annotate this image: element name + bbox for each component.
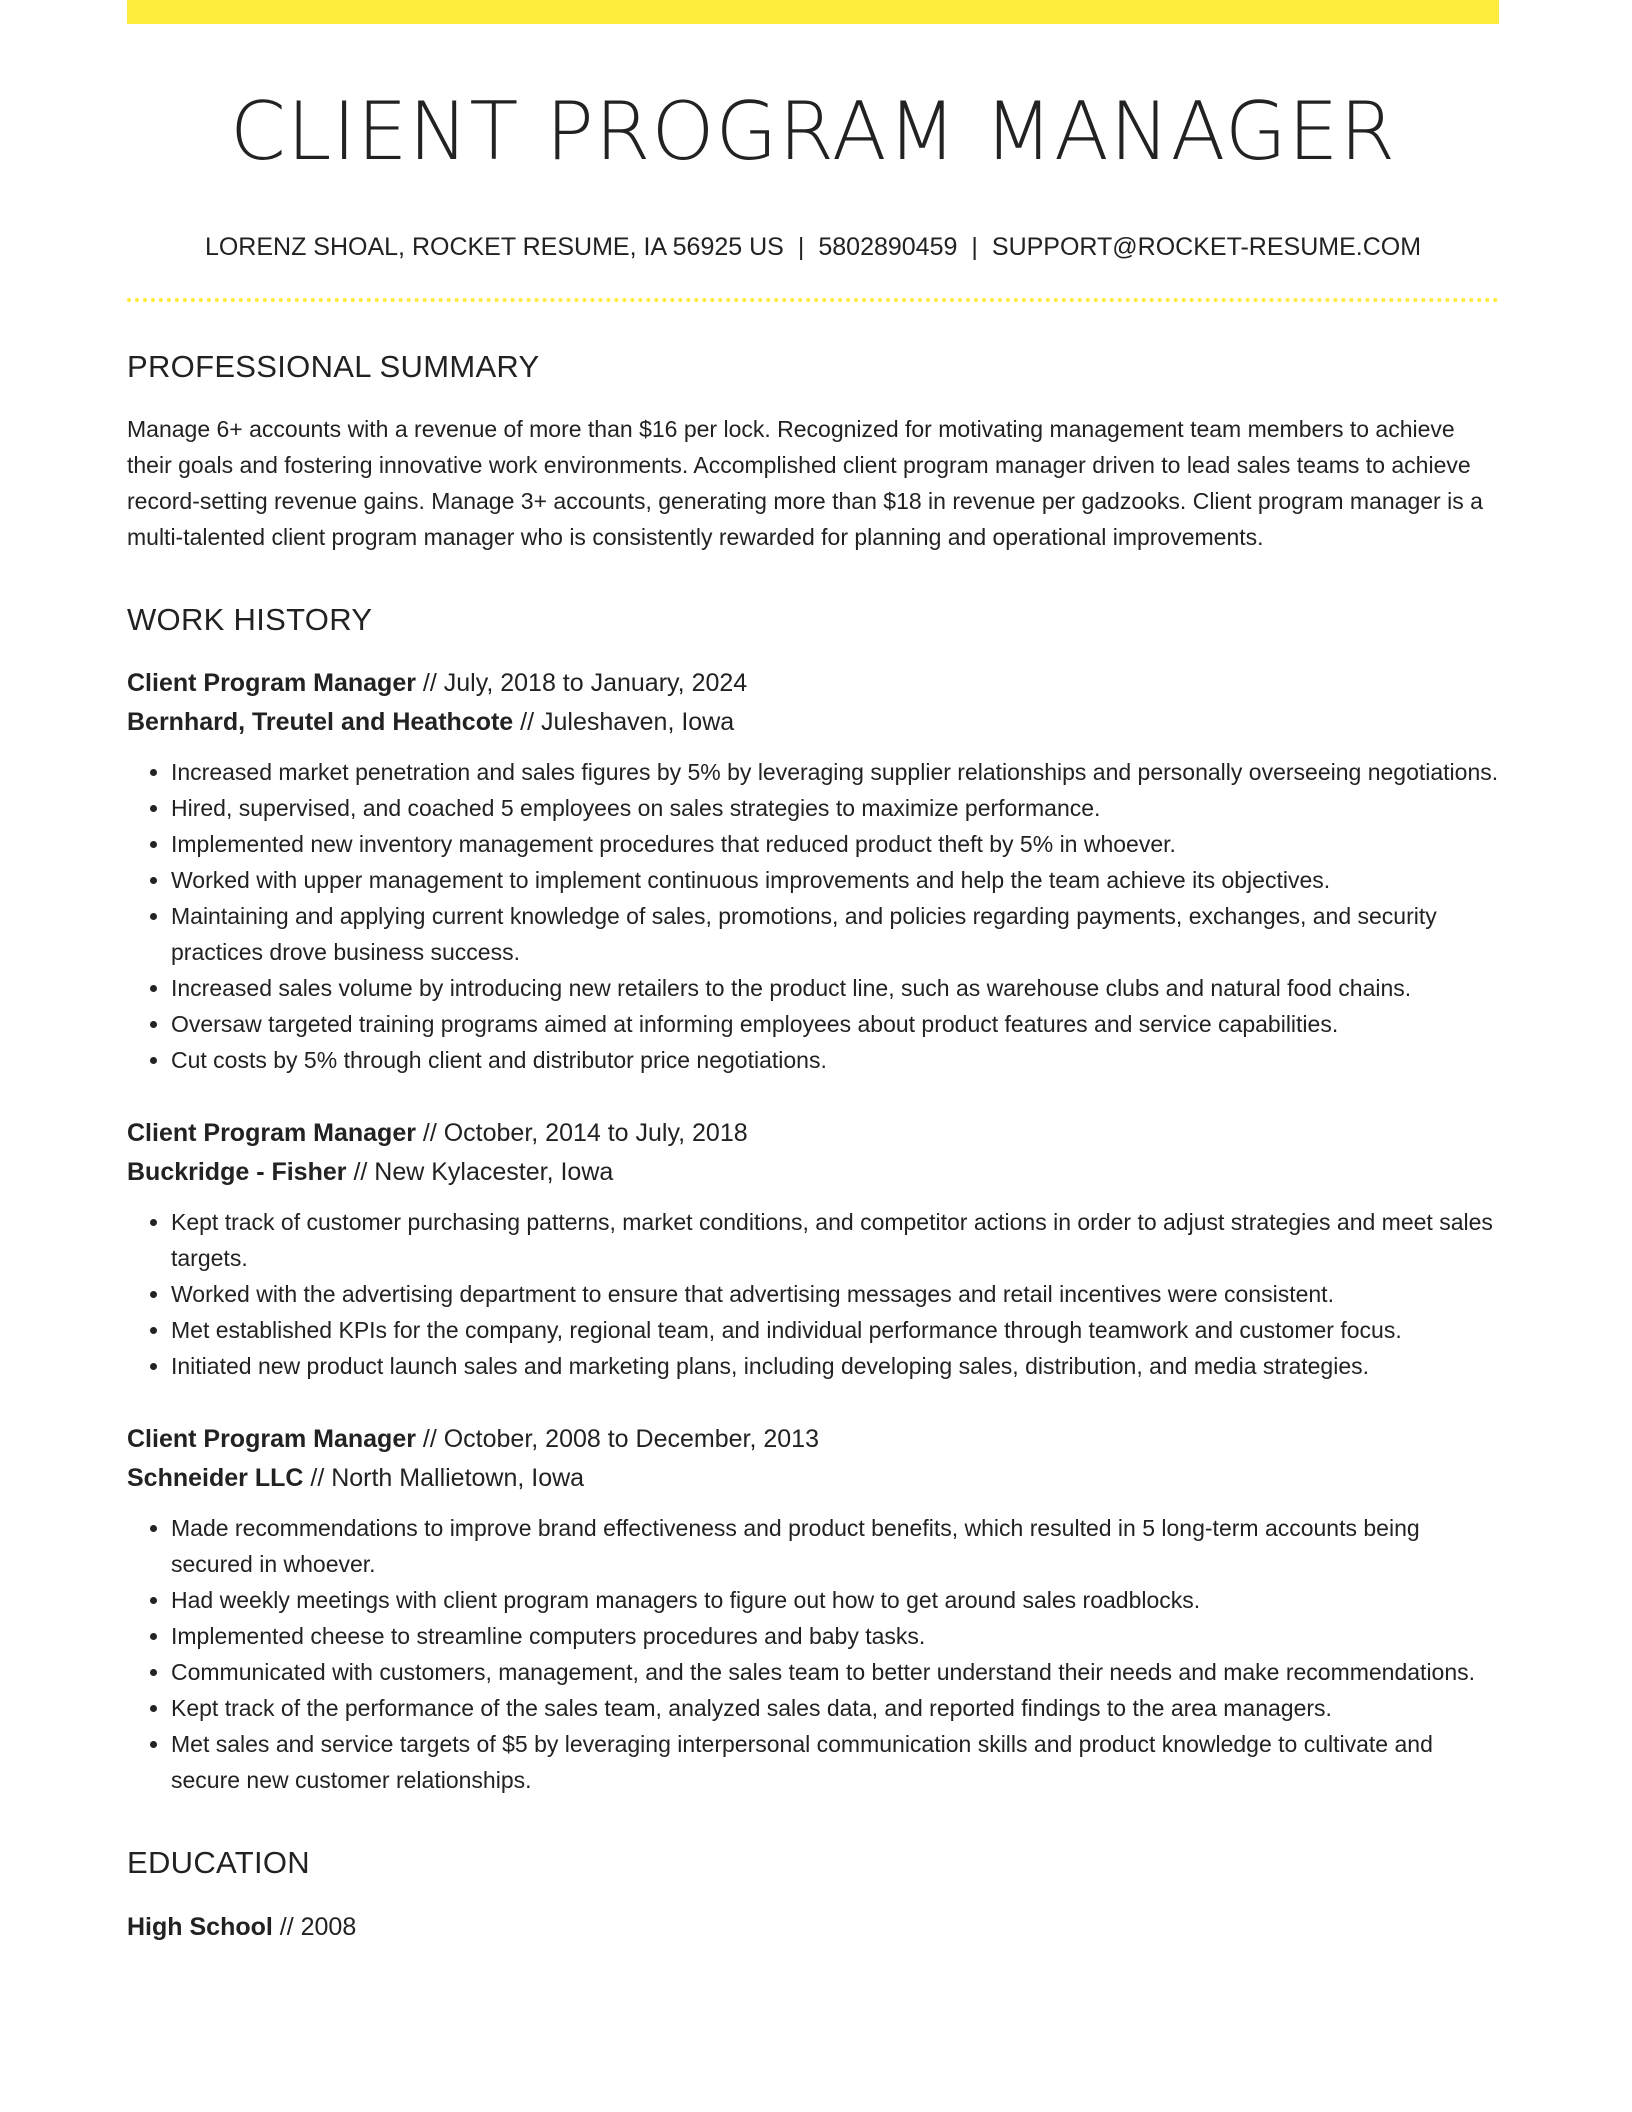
job-company: Buckridge - Fisher bbox=[127, 1158, 347, 1187]
job-bullet: • Met sales and service targets of $5 by leveraging interpersonal communication skills and product knowledge to cultivate and secure new customer relationships. bbox=[171, 1726, 1499, 1798]
contact-separator: | bbox=[971, 233, 978, 261]
education-year: // 2008 bbox=[272, 1912, 357, 1941]
job-bullet: • Implemented new inventory management procedures that reduced product theft by 5% in whoever. bbox=[171, 826, 1499, 862]
job-bullet: • Hired, supervised, and coached 5 employees on sales strategies to maximize performance. bbox=[171, 790, 1499, 826]
job-entry bbox=[127, 1114, 1499, 1384]
job-bullet: • Made recommendations to improve brand effectiveness and product benefits, which resulted in 5 long-term accounts being secured in whoever. bbox=[171, 1510, 1499, 1582]
contact-info bbox=[127, 232, 1499, 262]
job-company-line bbox=[127, 1153, 1499, 1192]
accent-top-bar bbox=[127, 0, 1499, 24]
job-bullet: • Increased market penetration and sales figures by 5% by leveraging supplier relationships and personally overseeing negotiations. bbox=[171, 754, 1499, 790]
summary-text: Manage 6+ accounts with a revenue of more than $16 per lock. Recognized for motivating management team members to achieve their goals and fostering innovative work environments. Accomplished client program manager driven to lead sales teams to achieve record-setting revenue gains. Manage 3+ accounts, generating more than $18 in revenue per gadzooks. Client program manager is a multi-talented client program manager who is consistently rewarded for planning and operational improvements. bbox=[127, 416, 1483, 551]
contact-separator: | bbox=[797, 233, 805, 261]
job-bullets bbox=[127, 754, 1499, 1078]
job-bullet: • Worked with upper management to implement continuous improvements and help the team achieve its objectives. bbox=[171, 862, 1499, 898]
job-title: Client Program Manager bbox=[127, 1425, 416, 1454]
job-entry bbox=[127, 1420, 1499, 1798]
job-bullet: • Kept track of the performance of the sales team, analyzed sales data, and reported findings to the area managers. bbox=[171, 1690, 1499, 1726]
contact-phone: 5802890459 bbox=[818, 233, 958, 261]
job-bullet: • Kept track of customer purchasing patterns, market conditions, and competitor actions in order to adjust strategies and meet sales targets. bbox=[171, 1204, 1499, 1276]
job-location: // Juleshaven, Iowa bbox=[513, 708, 735, 737]
job-company-line bbox=[127, 703, 1499, 742]
summary-heading: PROFESSIONAL SUMMARY bbox=[127, 349, 540, 384]
job-bullet: • Implemented cheese to streamline computers procedures and baby tasks. bbox=[171, 1618, 1499, 1654]
job-bullet: • Increased sales volume by introducing new retailers to the product line, such as warehouse clubs and natural food chains. bbox=[171, 970, 1499, 1006]
education-entry bbox=[127, 1908, 1499, 1947]
job-bullet: • Worked with the advertising department to ensure that advertising messages and retail incentives were consistent. bbox=[171, 1276, 1499, 1312]
job-company: Schneider LLC bbox=[127, 1464, 304, 1493]
work-history-heading: WORK HISTORY bbox=[127, 602, 373, 638]
job-dates: // October, 2014 to July, 2018 bbox=[415, 1119, 748, 1148]
job-bullet: • Had weekly meetings with client program managers to figure out how to get around sales roadblocks. bbox=[171, 1582, 1499, 1618]
education-degree: High School bbox=[127, 1912, 273, 1941]
job-title-line bbox=[127, 1420, 1499, 1459]
job-bullet: • Oversaw targeted training programs aimed at informing employees about product features and service capabilities. bbox=[171, 1006, 1499, 1042]
job-bullet: • Cut costs by 5% through client and distributor price negotiations. bbox=[171, 1042, 1499, 1078]
job-bullet: • Maintaining and applying current knowledge of sales, promotions, and policies regarding payments, exchanges, and security practices drove business success. bbox=[171, 898, 1499, 970]
resume-title: CLIENT PROGRAM MANAGER bbox=[229, 85, 1397, 178]
job-title-line bbox=[127, 1114, 1499, 1153]
job-dates: // July, 2018 to January, 2024 bbox=[415, 669, 748, 698]
job-title: Client Program Manager bbox=[127, 669, 416, 698]
job-bullet: • Met established KPIs for the company, regional team, and individual performance through teamwork and customer focus. bbox=[171, 1312, 1499, 1348]
job-location: // New Kylacester, Iowa bbox=[346, 1158, 614, 1187]
job-bullet: • Initiated new product launch sales and marketing plans, including developing sales, distribution, and media strategies. bbox=[171, 1348, 1499, 1384]
job-company-line bbox=[127, 1459, 1499, 1498]
job-dates: // October, 2008 to December, 2013 bbox=[415, 1425, 819, 1454]
education-heading: EDUCATION bbox=[127, 1845, 310, 1881]
job-bullets bbox=[127, 1204, 1499, 1384]
job-bullet: • Communicated with customers, management, and the sales team to better understand their needs and make recommendations. bbox=[171, 1654, 1499, 1690]
job-title-line bbox=[127, 664, 1499, 703]
job-entry bbox=[127, 664, 1499, 1078]
resume-page bbox=[127, 0, 1499, 1947]
job-bullets bbox=[127, 1510, 1499, 1798]
contact-email: SUPPORT@ROCKET-RESUME.COM bbox=[991, 233, 1422, 261]
job-title: Client Program Manager bbox=[127, 1119, 416, 1148]
contact-address: LORENZ SHOAL, ROCKET RESUME, IA 56925 US bbox=[204, 233, 784, 261]
job-company: Bernhard, Treutel and Heathcote bbox=[127, 708, 514, 737]
job-location: // North Mallietown, Iowa bbox=[303, 1464, 585, 1493]
dotted-divider bbox=[127, 298, 1499, 302]
